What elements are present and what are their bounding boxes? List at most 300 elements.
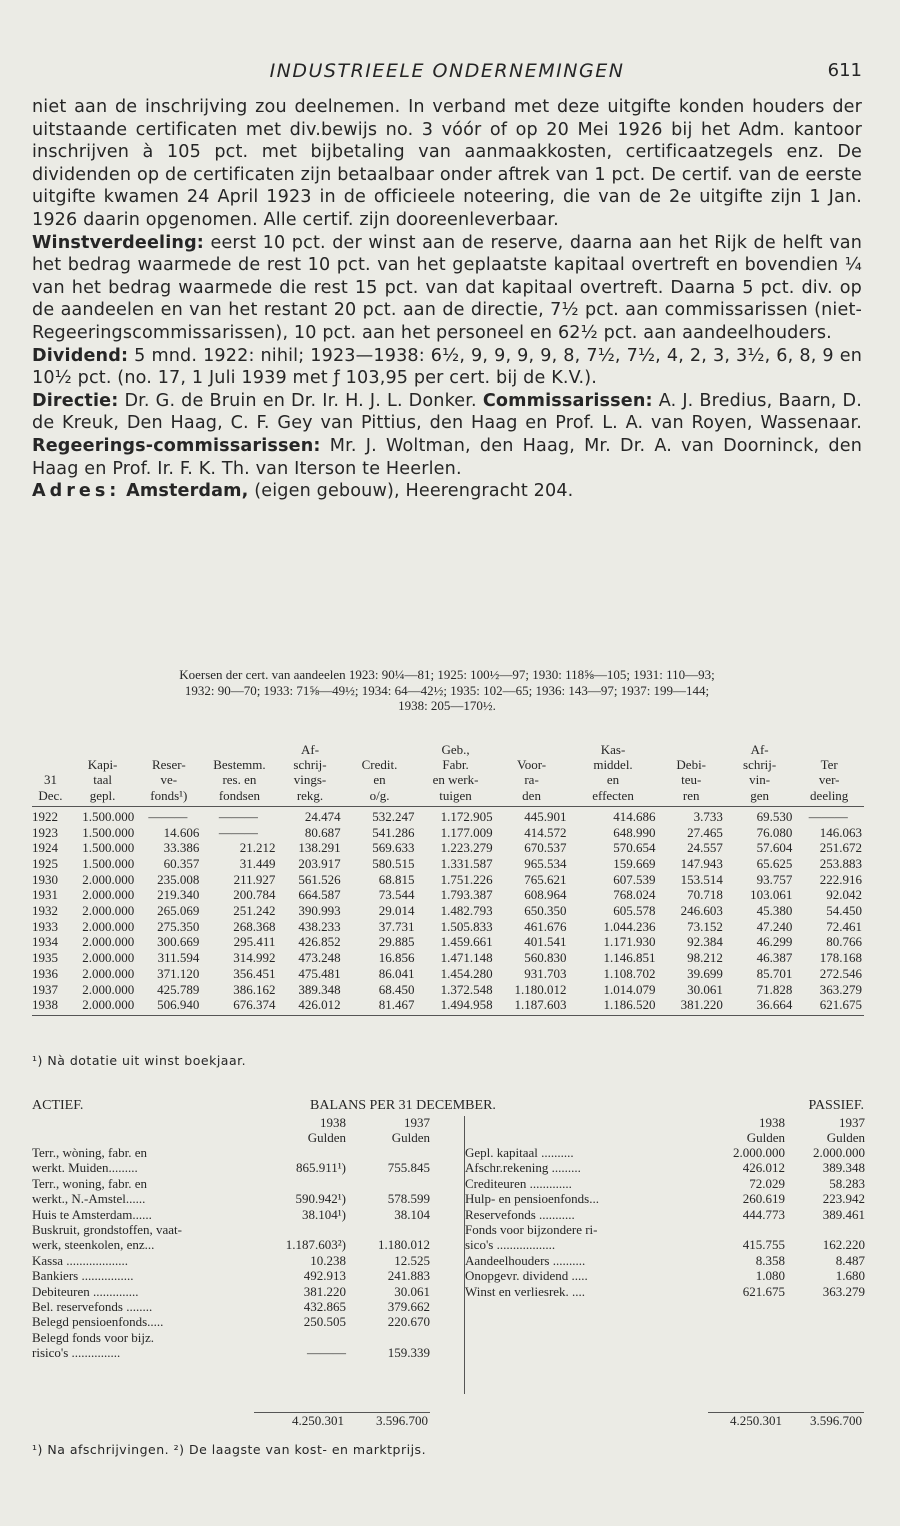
column-header: Debi- teu- ren	[676, 757, 707, 803]
table-cell: 670.537	[524, 840, 567, 856]
table-cell: 607.539	[613, 871, 656, 887]
table-cell: 650.350	[524, 903, 567, 919]
value-1938: 72.029	[749, 1175, 785, 1191]
passief-label: PASSIEF.	[808, 1098, 864, 1113]
adres-label: Adres:	[32, 481, 121, 502]
table-header-row	[32, 742, 864, 806]
table-cell: 2.000.000	[82, 950, 135, 966]
year-cell: 1938	[32, 997, 69, 1015]
value-1938: 865.911¹)	[296, 1160, 346, 1176]
table-cell: 138.291	[298, 840, 341, 856]
column-header: 31 Dec.	[38, 772, 63, 803]
table-cell: 60.357	[163, 855, 200, 871]
table-cell: 1.186.520	[568, 997, 657, 1015]
balance-item-label: Debiteuren ..............	[32, 1283, 139, 1299]
table-cell: 1.146.851	[603, 950, 656, 966]
value-1937: 389.348	[822, 1160, 865, 1176]
value-1937: 38.104	[394, 1206, 430, 1222]
value-1937: 1.680	[835, 1268, 865, 1284]
value-1937: 379.662	[387, 1299, 430, 1315]
balance-item-label: Huis te Amsterdam......	[32, 1206, 152, 1222]
year-cell: 1922	[32, 806, 69, 824]
value-1938: 2.000.000	[733, 1145, 785, 1160]
table-cell: 1.223.279	[440, 840, 493, 856]
table-cell: 211.927	[233, 871, 276, 887]
balance-item-label: Belegd pensioenfonds.....	[32, 1314, 164, 1330]
balance-item-label: Fonds voor bijzondere ri-	[465, 1222, 598, 1238]
table-cell: 1.500.000	[82, 855, 135, 871]
table-cell: 311.594	[157, 950, 200, 966]
value-1937	[346, 1330, 430, 1345]
table-row	[32, 982, 864, 998]
balance-row	[32, 1222, 430, 1237]
table-cell: 401.541	[524, 934, 567, 950]
value-1938: 260.619	[742, 1191, 785, 1207]
value-1938	[260, 1176, 346, 1191]
table-cell: 251.672	[819, 840, 862, 856]
passief-year-row	[465, 1116, 865, 1131]
table-cell: 30.061	[687, 981, 723, 997]
table-cell: 24.557	[687, 840, 723, 856]
table-cell: 2.000.000	[69, 997, 136, 1015]
unit-label: Gulden	[391, 1129, 430, 1145]
page-number: 611	[827, 60, 862, 81]
table-cell: 36.664	[725, 997, 795, 1015]
table-cell: 1.454.280	[440, 965, 493, 981]
table-cell: 2.000.000	[82, 934, 135, 950]
table-cell: 146.063	[819, 824, 862, 840]
year-cell: 1923	[32, 824, 58, 840]
koersen-line-1: Koersen der cert. van aandeelen 1923: 90¼—81; 1925: 100½—97; 1930: 118⅝—105; 1931: 110—93;	[179, 667, 715, 682]
regeerings-label: Regeerings-commissarissen:	[32, 435, 321, 456]
table-cell: 93.757	[756, 871, 793, 887]
actief-unit-row	[32, 1131, 430, 1146]
table-cell: 46.299	[756, 934, 793, 950]
balance-item-label: Terr., wòning, fabr. en	[32, 1145, 147, 1160]
table-cell: 664.587	[298, 887, 341, 903]
year-1938: 1938	[759, 1115, 785, 1130]
table-cell: 14.606	[163, 824, 200, 840]
balance-row	[465, 1145, 865, 1160]
value-1938	[260, 1330, 346, 1345]
table-row	[32, 934, 864, 950]
table-cell: 235.008	[157, 871, 200, 887]
table-cell: 1.471.148	[440, 950, 493, 966]
balance-item-label: werk, steenkolen, enz...	[32, 1237, 155, 1253]
table-cell: 1.500.000	[69, 806, 136, 824]
table-cell: 532.247	[343, 806, 417, 824]
year-cell: 1933	[32, 918, 58, 934]
table-cell: 21.212	[239, 840, 276, 856]
table-row	[32, 887, 864, 903]
balance-row	[32, 1253, 430, 1268]
year-cell: 1930	[32, 871, 58, 887]
balance-row	[32, 1207, 430, 1222]
balance-item-label: Afschr.rekening .........	[465, 1160, 581, 1176]
table-cell: ———	[794, 806, 864, 824]
unit-label: Gulden	[826, 1129, 865, 1145]
table-row	[32, 856, 864, 872]
balance-row	[32, 1299, 430, 1314]
value-1937: 30.061	[394, 1283, 430, 1299]
table-cell: 1.459.661	[440, 934, 493, 950]
passief-table	[465, 1116, 865, 1299]
value-1938: 432.865	[303, 1299, 346, 1315]
actief-total-1937: 3.596.700	[376, 1413, 428, 1428]
table-cell: 29.885	[378, 934, 415, 950]
balance-header	[32, 1098, 864, 1116]
table-row	[32, 919, 864, 935]
balance-item-label: Reservefonds ...........	[465, 1206, 575, 1222]
value-1938: 415.755	[742, 1237, 785, 1253]
table-cell: 561.526	[298, 871, 341, 887]
table-cell: 222.916	[819, 871, 862, 887]
balance-row	[32, 1145, 430, 1160]
passief-column	[464, 1116, 865, 1394]
value-1938: 444.773	[742, 1206, 785, 1222]
balance-item-label: sico's ..................	[465, 1237, 556, 1253]
table-cell: 1.372.548	[440, 981, 493, 997]
year-cell: 1934	[32, 934, 58, 950]
table-cell: 1.180.012	[514, 981, 567, 997]
column-header: Geb., Fabr. en werk- tuigen	[432, 742, 479, 803]
value-1937: 241.883	[387, 1268, 430, 1284]
table-cell: 425.789	[157, 981, 200, 997]
balance-item-label: risico's ...............	[32, 1345, 121, 1361]
value-1938	[260, 1222, 346, 1237]
table-cell: 246.603	[680, 903, 723, 919]
value-1938: 8.358	[755, 1252, 785, 1268]
value-1937: 220.670	[387, 1314, 430, 1330]
balance-row	[32, 1284, 430, 1299]
column-header: Kas- middel. en effecten	[592, 742, 634, 803]
value-1937	[785, 1222, 865, 1237]
table-row	[32, 966, 864, 982]
value-1938: 381.220	[303, 1283, 346, 1299]
value-1937	[346, 1145, 430, 1160]
table-cell: 2.000.000	[82, 871, 135, 887]
table-cell: 386.162	[233, 981, 276, 997]
column-header: Ter ver- deeling	[810, 757, 849, 803]
value-1937: 1.180.012	[378, 1237, 430, 1253]
table-cell: 85.701	[756, 965, 793, 981]
balance-item-label: Crediteuren .............	[465, 1175, 572, 1191]
value-1937: 223.942	[822, 1191, 865, 1207]
table-cell: 314.992	[233, 950, 276, 966]
table-cell: 621.675	[794, 997, 864, 1015]
value-1938: 1.187.603²)	[285, 1237, 346, 1253]
balance-item-label: Gepl. kapitaal ..........	[465, 1145, 574, 1160]
balance-row	[465, 1222, 865, 1237]
table-cell: 72.461	[826, 918, 862, 934]
table-cell: 71.828	[756, 981, 793, 997]
table-row	[32, 950, 864, 966]
table-cell: 363.279	[819, 981, 862, 997]
table-cell: 1.500.000	[82, 824, 135, 840]
table-row	[32, 997, 864, 1015]
value-1938: 250.505	[303, 1314, 346, 1330]
balance-row	[32, 1314, 430, 1329]
table-cell: 2.000.000	[82, 903, 135, 919]
table-cell: 414.572	[524, 824, 567, 840]
table-cell: 86.041	[378, 965, 415, 981]
table-cell: 389.348	[298, 981, 341, 997]
balance-row	[32, 1330, 430, 1345]
table-cell: 1.108.702	[603, 965, 656, 981]
value-1937: 159.339	[387, 1345, 430, 1361]
balance-row	[32, 1237, 430, 1252]
year-cell: 1936	[32, 965, 58, 981]
table-cell: 371.120	[157, 965, 200, 981]
actief-label: ACTIEF.	[32, 1098, 84, 1113]
table-cell: 1.751.226	[440, 871, 493, 887]
year-cell: 1924	[32, 840, 58, 856]
table-cell: 295.411	[233, 934, 276, 950]
table-cell: 76.080	[756, 824, 793, 840]
year-cell: 1925	[32, 855, 58, 871]
column-header: Af- schrij- vings- rekg.	[293, 742, 327, 803]
table-cell: 73.152	[687, 918, 723, 934]
value-1937: 162.220	[822, 1237, 865, 1253]
value-1937: 363.279	[822, 1283, 865, 1299]
table-cell: 426.852	[298, 934, 341, 950]
table-cell: 24.474	[277, 806, 342, 824]
table-cell: 219.340	[157, 887, 200, 903]
balance-item-label: Onopgevr. dividend .....	[465, 1268, 588, 1284]
adres-text: (eigen gebouw), Heerengracht 204.	[248, 481, 574, 502]
balance-row	[32, 1345, 430, 1360]
body-text	[32, 96, 862, 503]
table-cell: 648.990	[613, 824, 656, 840]
table-cell: 2.000.000	[82, 981, 135, 997]
dividend-label: Dividend:	[32, 345, 129, 366]
paragraph-dividend	[32, 345, 862, 390]
koersen-line-2: 1932: 90—70; 1933: 71⅝—49½; 1934: 64—42½; 1935: 102—65; 1936: 143—97; 1937: 199—144;	[184, 682, 710, 698]
balance-row	[465, 1191, 865, 1206]
table-cell: 2.000.000	[82, 965, 135, 981]
value-1938: 492.913	[303, 1268, 346, 1284]
table-cell: 1.793.387	[440, 887, 493, 903]
column-header: Bestemm. res. en fondsen	[213, 757, 266, 803]
table-cell: 68.450	[378, 981, 415, 997]
table-cell: 80.766	[826, 934, 862, 950]
table-cell: ———	[201, 806, 277, 824]
balance-sheet	[32, 1098, 864, 1438]
table-cell: 27.465	[687, 824, 723, 840]
value-1938: 426.012	[742, 1160, 785, 1176]
table-cell: 57.604	[756, 840, 793, 856]
balance-row	[465, 1253, 865, 1268]
table-cell: 390.993	[298, 903, 341, 919]
value-1938: 1.080	[755, 1268, 785, 1284]
value-1937	[346, 1176, 430, 1191]
table-cell: 159.669	[613, 855, 656, 871]
table-cell: 153.514	[680, 871, 723, 887]
directie-label: Directie:	[32, 390, 119, 411]
table-cell: 381.220	[658, 997, 725, 1015]
balance-title: BALANS PER 31 DECEMBER.	[310, 1098, 496, 1113]
table-cell: 541.286	[372, 824, 415, 840]
regeerings-text: Mr. J. Woltman, den Haag, Mr. Dr. A. van Doorninck, den Haag en Prof. Ir. F. K. Th. van Iterson te Heerlen.	[32, 435, 862, 479]
balance-row	[465, 1176, 865, 1191]
table-cell: 414.686	[568, 806, 657, 824]
table-cell: 1.505.833	[440, 918, 493, 934]
table-cell: 69.530	[725, 806, 795, 824]
table-cell: 765.621	[524, 871, 567, 887]
table-cell: 3.733	[658, 806, 725, 824]
value-1938: ———	[307, 1345, 346, 1361]
table-cell: 31.449	[239, 855, 276, 871]
balance-item-label: Bankiers ................	[32, 1268, 134, 1284]
value-1937: 8.487	[835, 1252, 865, 1268]
balance-item-label: Belegd fonds voor bijz.	[32, 1329, 155, 1345]
table-cell: 1.187.603	[495, 997, 569, 1015]
value-1938	[703, 1222, 785, 1237]
running-title: INDUSTRIEELE ONDERNEMINGEN	[269, 60, 625, 82]
year-1937: 1937	[404, 1115, 430, 1130]
table-cell: 68.815	[378, 871, 415, 887]
balance-row	[32, 1160, 430, 1175]
commissarissen-text: A. J. Bredius, Baarn, D. de Kreuk, Den Haag, C. F. Gey van Pittius, den Haag en Prof. L. A. van Royen, Wassenaar.	[32, 390, 862, 434]
table-cell: 931.703	[524, 965, 567, 981]
table-cell: 203.917	[298, 855, 341, 871]
table-cell: 676.374	[201, 997, 277, 1015]
table-cell: 605.578	[613, 903, 656, 919]
table-cell: 265.069	[157, 903, 200, 919]
table-cell: 47.240	[756, 918, 793, 934]
balance-item-label: Buskruit, grondstoffen, vaat-	[32, 1222, 182, 1238]
table-cell: 473.248	[298, 950, 341, 966]
actief-year-row	[32, 1116, 430, 1131]
table-cell: 1.500.000	[82, 840, 135, 856]
table-cell: 147.943	[680, 855, 723, 871]
table-cell: 200.784	[233, 887, 276, 903]
page-header	[32, 60, 862, 88]
actief-table	[32, 1116, 430, 1361]
passief-total-1938: 4.250.301	[730, 1413, 782, 1428]
passief-unit-row	[465, 1131, 865, 1146]
paragraph-winstverdeeling	[32, 232, 862, 345]
balance-item-label: Terr., woning, fabr. en	[32, 1175, 147, 1191]
passief-total-1937: 3.596.700	[810, 1413, 862, 1428]
table-cell: 81.467	[343, 997, 417, 1015]
unit-label: Gulden	[746, 1129, 785, 1145]
value-1938: 38.104¹)	[302, 1206, 346, 1222]
table-cell: 92.384	[687, 934, 723, 950]
year-1937: 1937	[839, 1115, 865, 1130]
table-cell: 2.000.000	[82, 887, 135, 903]
table-cell: 580.515	[372, 855, 415, 871]
value-1938: 10.238	[310, 1252, 346, 1268]
table-cell: 506.940	[136, 997, 201, 1015]
year-cell: 1931	[32, 887, 58, 903]
directie-text: Dr. G. de Bruin en Dr. Ir. H. J. L. Donker.	[118, 390, 483, 411]
winstverdeeling-text: eerst 10 pct. der winst aan de reserve, daarna aan het Rijk de helft van het bedrag waarmede de rest 10 pct. van het geplaatste kapitaal overtreft en bovendien ¼ van het bedrag waarmede die rest 15 pct. van dat kapitaal overtreft. Daarna 5 pct. div. op de aandeelen en van het restant 20 pct. aan de directie, 7½ pct. aan commissarissen (niet-Regeeringscommissarissen), 10 pct. aan het personeel en 62½ pct. aan aandeelhouders.	[32, 232, 862, 343]
table-cell: 98.212	[687, 950, 723, 966]
value-1937: 578.599	[387, 1191, 430, 1207]
balance-row	[32, 1191, 430, 1206]
balance-item-label: werkt. Muiden.........	[32, 1160, 138, 1176]
column-header: Credit. en o/g.	[361, 757, 398, 803]
unit-label: Gulden	[307, 1129, 346, 1145]
dividend-text: 5 mnd. 1922: nihil; 1923—1938: 6½, 9, 9, 9, 9, 8, 7½, 7½, 4, 2, 3, 3½, 6, 8, 9 en 10½ pct. (no. 17, 1 Juli 1939 met ƒ 103,95 per cert. bij de K.V.).	[32, 345, 862, 389]
year-cell: 1932	[32, 903, 58, 919]
table-cell: 1.171.930	[603, 934, 656, 950]
balance-item-label: werkt., N.-Amstel......	[32, 1191, 146, 1207]
table-cell: 268.368	[233, 918, 276, 934]
table-cell: 1.482.793	[440, 903, 493, 919]
balance-item-label: Kassa ...................	[32, 1252, 129, 1268]
table-cell: 2.000.000	[82, 918, 135, 934]
balance-row	[465, 1207, 865, 1222]
balance-row	[465, 1284, 865, 1299]
passief-totals	[708, 1412, 864, 1429]
table-cell: 1.172.905	[416, 806, 494, 824]
table-cell: 445.901	[495, 806, 569, 824]
column-header: Reser- ve- fonds¹)	[150, 757, 188, 803]
value-1938	[260, 1145, 346, 1160]
value-1937: 58.283	[829, 1175, 865, 1191]
table-cell: 300.669	[157, 934, 200, 950]
balance-row	[32, 1176, 430, 1191]
column-header: Af- schrij- vin- gen	[743, 742, 777, 803]
table-cell: 92.042	[826, 887, 862, 903]
adres-city: Amsterdam,	[126, 481, 249, 502]
actief-totals	[254, 1412, 430, 1429]
balance-item-label: Aandeelhouders ..........	[465, 1252, 586, 1268]
table-row	[32, 872, 864, 888]
table-row	[32, 806, 864, 824]
table-cell: 356.451	[233, 965, 276, 981]
table-cell: 253.883	[819, 855, 862, 871]
year-cell: 1937	[32, 981, 58, 997]
year-1938: 1938	[320, 1115, 346, 1130]
table-cell: 39.699	[687, 965, 723, 981]
table-cell: 475.481	[298, 965, 341, 981]
financial-history-table	[32, 742, 864, 1016]
table-cell: 272.546	[819, 965, 862, 981]
table-cell: 1.494.958	[416, 997, 494, 1015]
table-cell: 65.625	[756, 855, 793, 871]
balance-row	[465, 1160, 865, 1175]
table-cell: 275.350	[157, 918, 200, 934]
value-1937	[346, 1222, 430, 1237]
table-row	[32, 903, 864, 919]
table-cell: 768.024	[613, 887, 656, 903]
table-cell: 33.386	[163, 840, 200, 856]
commissarissen-label: Commissarissen:	[482, 390, 653, 411]
balance-row	[465, 1268, 865, 1283]
koersen-block	[32, 667, 862, 714]
table-cell: 80.687	[304, 824, 341, 840]
table-cell: 178.168	[819, 950, 862, 966]
table-cell: 560.830	[524, 950, 567, 966]
table-cell: 73.544	[378, 887, 415, 903]
table-cell: 965.534	[524, 855, 567, 871]
paragraph-certificates: niet aan de inschrijving zou deelnemen. In verband met deze uitgifte konden houders der uitstaande certificaten met div.bewijs no. 3 vóór of op 20 Mei 1926 bij het Adm. kantoor inschrijven à 105 pct. met bijbetaling van aanmaakkosten, certificaatzegels enz. De dividenden op de certificaten zijn betaalbaar onder aftrek van 1 pct. De certif. van de eerste uitgifte kwamen 24 April 1923 in de officieele noteering, die van de 2e uitgifte zijn 1 Jan. 1926 daarin opgenomen. Alle certif. zijn dooreenleverbaar.	[32, 97, 862, 230]
table-cell: 1.044.236	[603, 918, 656, 934]
value-1937: 389.461	[822, 1206, 865, 1222]
column-header: Voor- ra- den	[517, 757, 547, 803]
table-cell: 569.633	[372, 840, 415, 856]
table-row	[32, 840, 864, 856]
koersen-line-3: 1938: 205—170½.	[398, 698, 496, 713]
table-cell: 251.242	[233, 903, 276, 919]
paragraph-directie	[32, 390, 862, 480]
table-cell: 608.964	[524, 887, 567, 903]
balance-row	[32, 1268, 430, 1283]
table-cell: 426.012	[277, 997, 342, 1015]
